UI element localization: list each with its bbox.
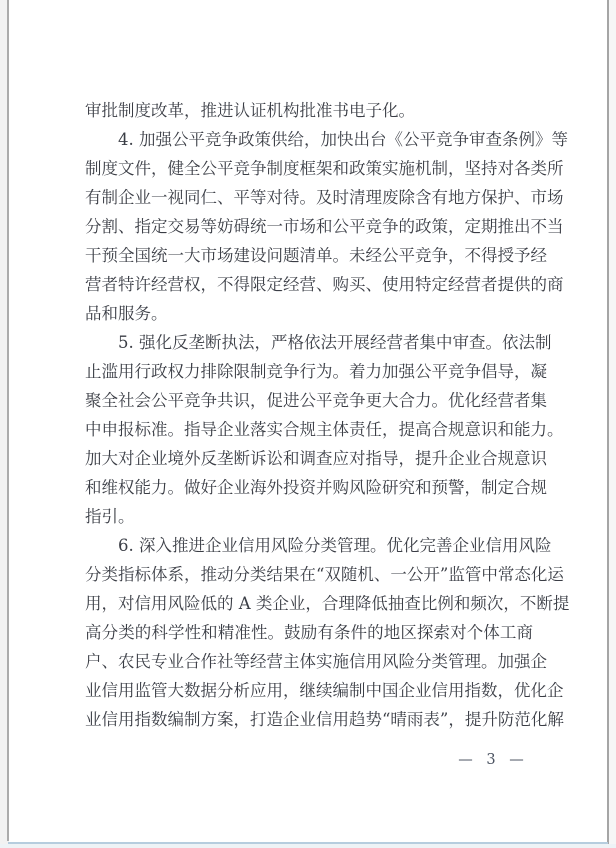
text-line: 分割、指定交易等妨碍统一市场和公平竞争的政策，定期推出不当 bbox=[85, 217, 564, 236]
text-line: 指引。 bbox=[85, 507, 135, 526]
text-line: 制度文件，健全公平竞争制度框架和政策实施机制，坚持对各类所 bbox=[85, 159, 564, 178]
text-line: 6. 深入推进企业信用风险分类管理。优化完善企业信用风险 bbox=[118, 536, 552, 555]
text-line: 户、农民专业合作社等经营主体实施信用风险分类管理。加强企 bbox=[85, 652, 547, 671]
text-line: 加大对企业境外反垄断诉讼和调查应对指导，提升企业合规意识 bbox=[85, 449, 547, 468]
text-line: 营者特许经营权，不得限定经营、购买、使用特定经营者提供的商 bbox=[85, 275, 564, 294]
text-line: 和维权能力。做好企业海外投资并购风险研究和预警，制定合规 bbox=[85, 478, 547, 497]
text-line: 审批制度改革，推进认证机构批准书电子化。 bbox=[85, 101, 415, 120]
page-left-edge-line bbox=[7, 0, 9, 841]
text-line: 干预全国统一大市场建设问题清单。未经公平竞争，不得授予经 bbox=[85, 246, 547, 265]
page-number: — 3 — bbox=[458, 752, 524, 768]
text-line: 高分类的科学性和精准性。鼓励有条件的地区探索对个体工商 bbox=[85, 623, 533, 642]
document-page bbox=[9, 0, 607, 842]
scan-bottom-margin bbox=[0, 844, 616, 848]
text-line: 中申报标准。指导企业落实合规主体责任，提高合规意识和能力。 bbox=[85, 420, 564, 439]
scan-right-margin bbox=[609, 0, 616, 848]
text-line: 品和服务。 bbox=[85, 304, 168, 323]
text-line: 分类指标体系，推动分类结果在“双随机、一公开”监管中常态化运 bbox=[85, 565, 564, 584]
text-line: 5. 强化反垄断执法，严格依法开展经营者集中审查。依法制 bbox=[118, 333, 552, 352]
text-line: 业信用指数编制方案，打造企业信用趋势“晴雨表”，提升防范化解 bbox=[85, 710, 564, 729]
document-text-block bbox=[85, 96, 570, 734]
text-line: 业信用监管大数据分析应用，继续编制中国企业信用指数，优化企 bbox=[85, 681, 564, 700]
text-line: 4. 加强公平竞争政策供给，加快出台《公平竞争审查条例》等 bbox=[118, 130, 568, 149]
text-line: 有制企业一视同仁、平等对待。及时清理废除含有地方保护、市场 bbox=[85, 188, 564, 207]
text-line: 止滥用行政权力排除限制竞争行为。着力加强公平竞争倡导，凝 bbox=[85, 362, 547, 381]
text-line: 聚全社会公平竞争共识，促进公平竞争更大合力。优化经营者集 bbox=[85, 391, 547, 410]
page-right-edge-line bbox=[607, 0, 609, 844]
text-line: 用，对信用风险低的 A 类企业，合理降低抽查比例和频次，不断提 bbox=[85, 594, 570, 613]
